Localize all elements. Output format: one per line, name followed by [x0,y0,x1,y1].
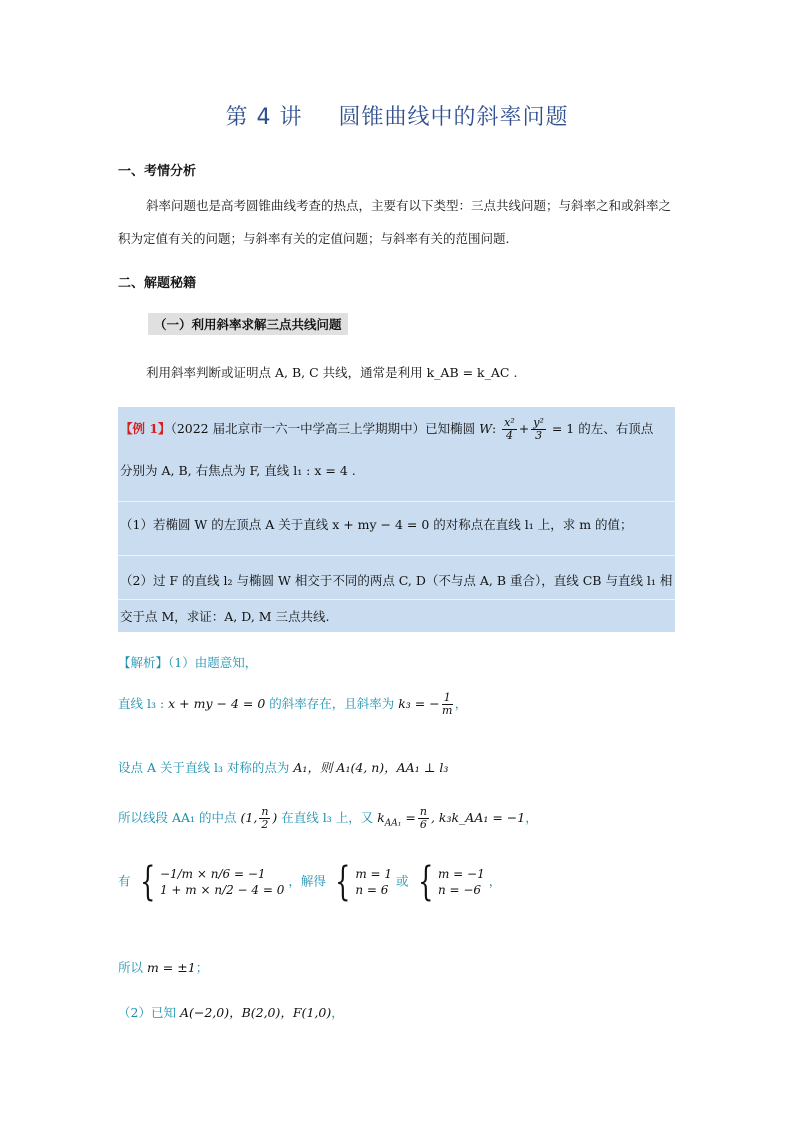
s3-pre: 设点 A 关于直线 l₃ 对称的点为 [118,760,294,775]
system-3-row-1: m = −1 [437,867,485,881]
solution-line-3 [118,758,448,776]
s6-end: ； [195,960,209,975]
s4-pre: 所以线段 AA₁ 的中点 [118,810,241,825]
system-3-row-2: n = −6 [437,883,482,897]
lecture-number: 第 4 讲 [225,105,303,130]
s4-mid: 在直线 l₃ 上，又 [277,810,378,825]
s7-math: A(−2,0)，B(2,0)，F(1,0) [179,1005,332,1020]
ellipse-name: W [479,421,492,436]
system-1-row-2: 1 + m × n/2 − 4 = 0 [159,883,285,897]
equation-system-3: { m = −1 n = −6 [417,859,485,905]
solution-line-7 [118,1003,344,1021]
lecture-topic: 圆锥曲线中的斜率问题 [338,105,569,130]
solution-line-6 [118,958,208,976]
example-line-2: 分别为 A, B, 右焦点为 F, 直线 l₁ : x = 4 . [120,463,356,478]
question-2-line-1: （2）过 F 的直线 l₂ 与椭圆 W 相交于不同的两点 C, D（不与点 A, B 重合），直线 CB 与直线 l₁ 相 [120,573,673,588]
s7-end: ， [331,1005,344,1020]
s6-math: m = ±1 [146,960,196,975]
page-title [0,100,794,131]
example-box [118,407,675,632]
subsection-tag: （一）利用斜率求解三点共线问题 [148,313,348,335]
ellipse-x-term: $\frac{\text{x²}}{4}$ [504,416,515,442]
solution-line-2 [118,692,467,717]
s2-fraction: $\frac{1}{m}$ [442,691,453,717]
s2-end: ， [454,696,468,711]
solution-heading: 【解析】（1）由题意知， [118,655,258,670]
example-line-1: 【例 1】（2022 届北京市一六一中学高三上学期期中）已知椭圆 W: $\frac{\text{x²}}{4}$ + $\frac{\text{y²}}{3}$ = 1 的左、右顶点 [120,416,654,442]
section-heading-tips: 二、解题秘籍 [118,276,197,291]
s2-equation: x + my − 4 = 0 [168,696,266,711]
s7-pre: （2）已知 [118,1005,180,1020]
system-1-row-1: −1/m × n/6 = −1 [159,867,266,881]
solution-line-4: 所以线段 AA₁ 的中点 (1, $\frac{n}{2}$ ) 在直线 l₃ 上，又 $k_{AA_1}$ = $\frac{n}{6}$ , k₃k_AA₁ = −1， [118,805,538,831]
example-label: 【例 1】 [120,421,171,436]
ellipse-tail: = 1 的左、右顶点 [547,421,654,436]
system-2-row-1: m = 1 [355,867,393,881]
question-1: （1）若椭圆 W 的左顶点 A 关于直线 x + my − 4 = 0 的对称点在直线 l₁ 上，求 m 的值； [120,517,633,532]
s5-end: ， [488,873,502,889]
slope-fraction: $\frac{n}{6}$ [419,805,427,831]
example-source: （2022 届北京市一六一中学高三上学期期中）已知椭圆 [170,421,476,436]
system-2-row-2: n = 6 [355,883,389,897]
solution-line-5 [118,859,502,905]
s4-end: ， [525,810,538,825]
question-2-line-2: 交于点 M，求证：A, D, M 三点共线. [120,609,330,624]
midpoint-fraction: $\frac{n}{2}$ [261,805,269,831]
equation-system-2: { m = 1 n = 6 [334,859,393,905]
s4-math: k₃k_AA₁ = −1 [438,810,526,825]
s5-or: 或 [396,873,409,889]
section-heading-analysis: 一、考情分析 [118,164,197,179]
s3-math: A₁，则 A₁(4, n)，AA₁ ⊥ l₃ [293,760,449,775]
s2-slope: k₃ = − [398,696,440,711]
s5-pre: 有 [118,873,131,889]
s6-pre: 所以 [118,960,147,975]
s2-mid: 的斜率存在，且斜率为 [265,696,399,711]
s5-mid: ，解得 [288,873,326,889]
analysis-paragraph: 斜率问题也是高考圆锥曲线考查的热点，主要有以下类型：三点共线问题；与斜率之和或斜率之积为定值有关的问题；与斜率有关的定值问题；与斜率有关的范围问题. [118,198,672,246]
subsection-intro: 利用斜率判断或证明点 A, B, C 共线，通常是利用 k_AB = k_AC . [146,365,518,380]
s2-pre: 直线 l₃ : [118,696,169,711]
equation-system-1: { −1/m × n/6 = −1 1 + m × n/2 − 4 = 0 [139,859,285,905]
ellipse-y-term: $\frac{\text{y²}}{3}$ [533,416,544,442]
